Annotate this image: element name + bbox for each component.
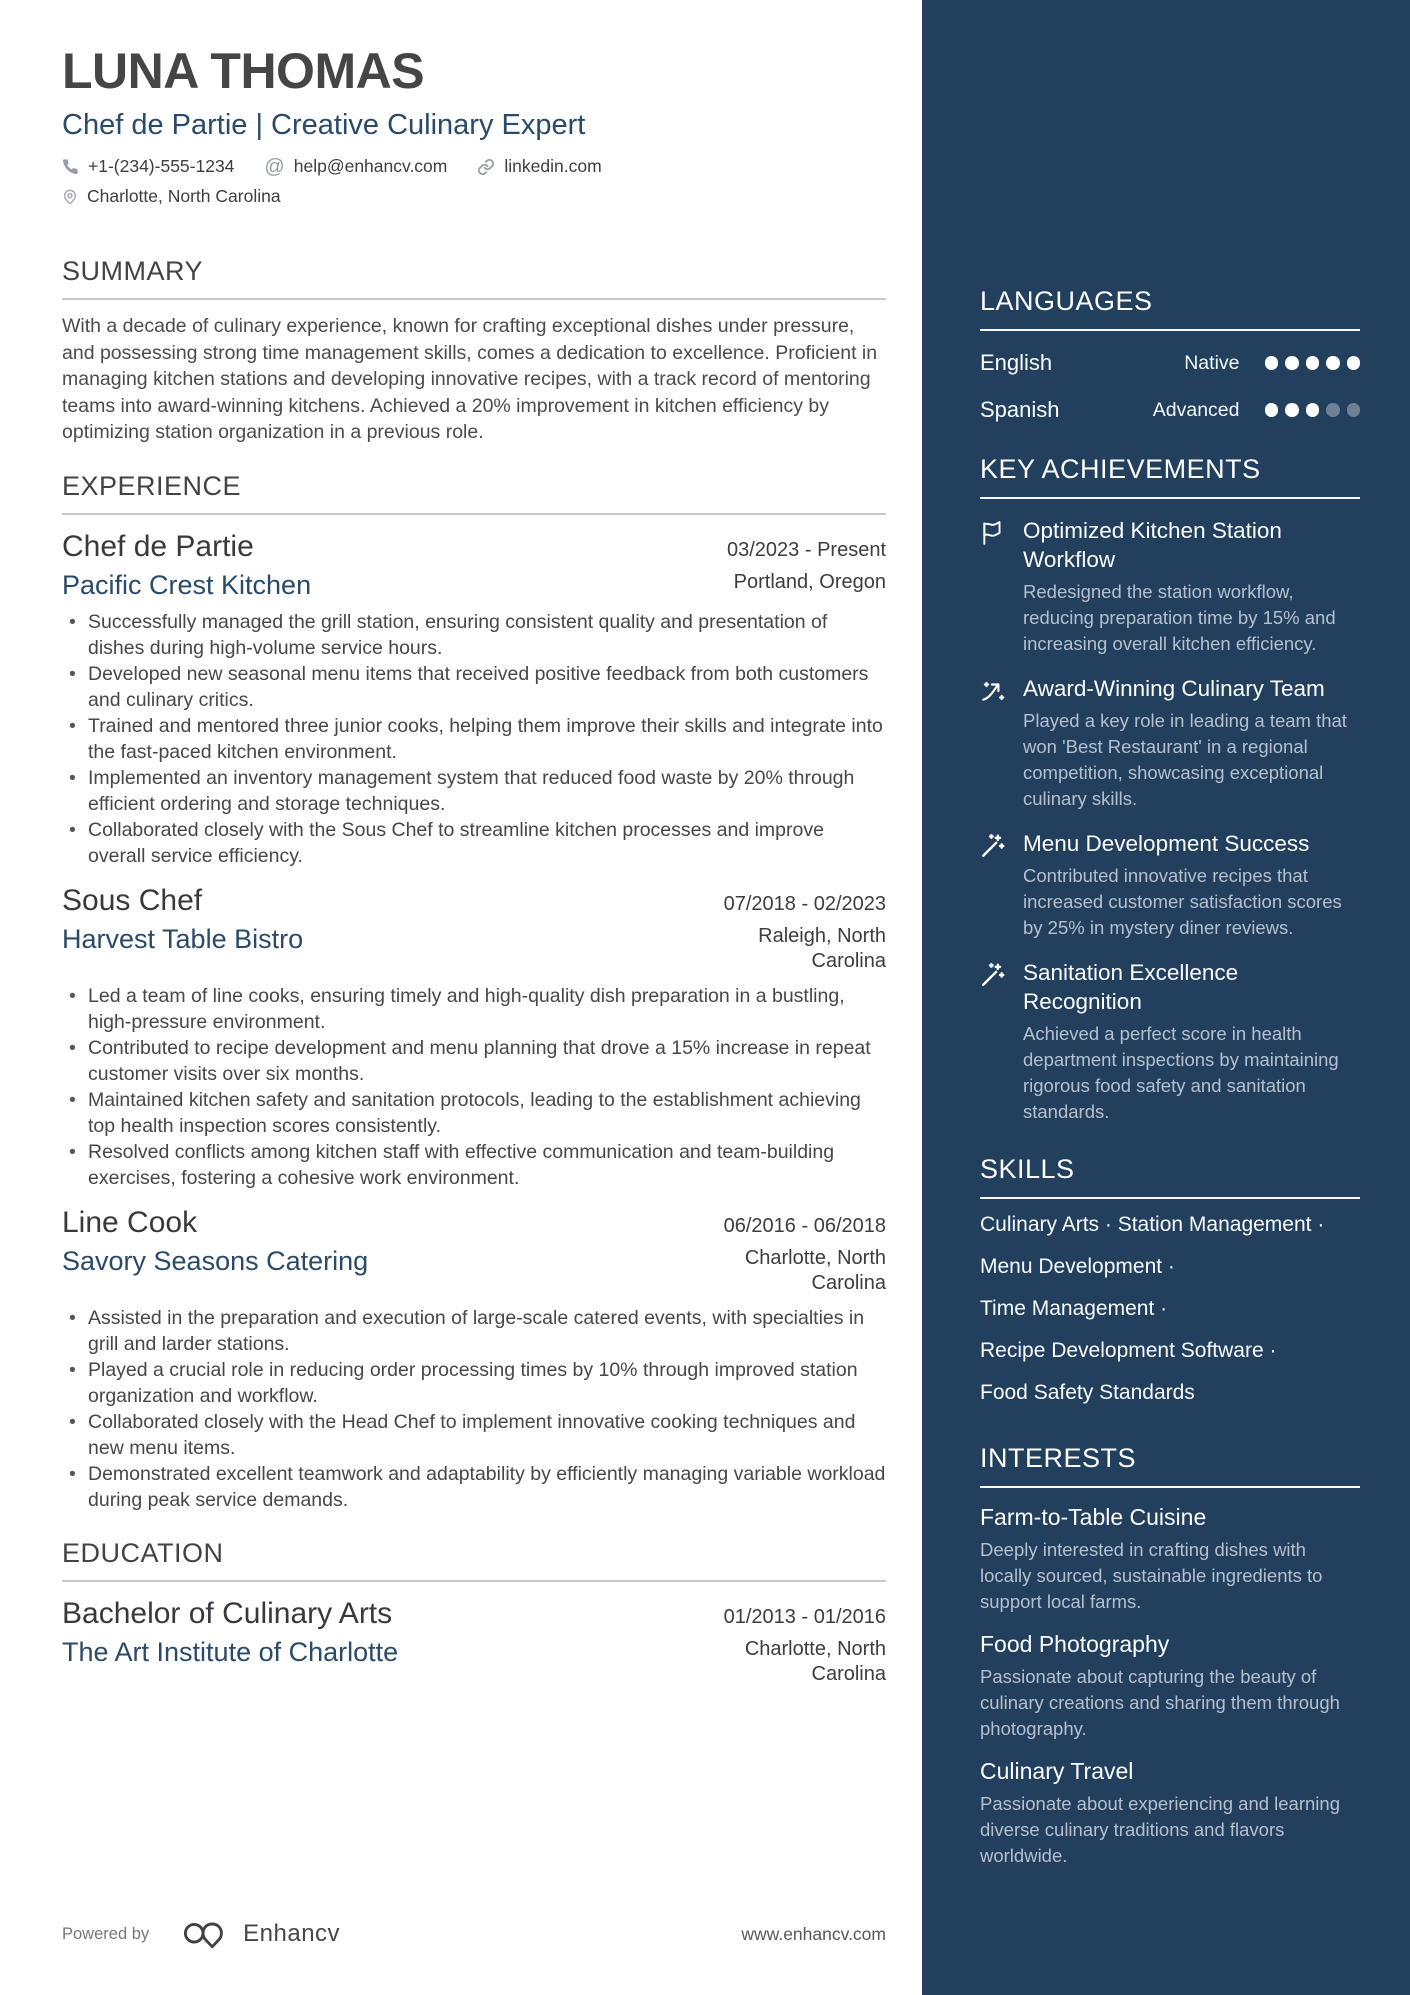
job-location: Raleigh, North Carolina: [758, 924, 886, 972]
achievements-heading: KEY ACHIEVEMENTS: [980, 454, 1261, 484]
summary-section: [62, 257, 886, 446]
job-entry: [62, 884, 886, 1191]
achievement-item: [980, 829, 1360, 941]
email-contact[interactable]: [264, 156, 447, 177]
candidate-headline: Chef de Partie | Creative Culinary Expert: [62, 109, 586, 141]
job-bullet: • Played a crucial role in reducing order processing times by 10% through improved station organization and workflow.: [62, 1357, 886, 1409]
interest-title: Food Photography: [980, 1631, 1170, 1657]
interest-description: Passionate about capturing the beauty of culinary creations and sharing them through photography.: [980, 1666, 1340, 1739]
job-bullet: • Collaborated closely with the Sous Chef to streamline kitchen processes and improve overall service efficiency.: [62, 817, 886, 869]
school-name: The Art Institute of Charlotte: [62, 1636, 399, 1667]
section-divider: [980, 1486, 1360, 1488]
job-bullet: • Developed new seasonal menu items that received positive feedback from both customers and culinary critics.: [62, 661, 886, 713]
skills-section: [980, 1155, 1360, 1414]
candidate-name: LUNA THOMAS: [62, 43, 425, 99]
phone-contact: [62, 156, 234, 177]
job-bullet-list: [62, 983, 886, 1191]
job-location: Portland, Oregon: [733, 570, 886, 593]
job-bullet: • Maintained kitchen safety and sanitation protocols, leading to the establishment achieving top health inspection scores consistently.: [62, 1087, 886, 1139]
location-text: Charlotte, North Carolina: [87, 186, 281, 206]
skill-line: Menu Development ·: [980, 1255, 1175, 1278]
link-url[interactable]: linkedin.com: [504, 156, 602, 176]
interest-title: Culinary Travel: [980, 1758, 1134, 1784]
section-divider: [980, 497, 1360, 499]
section-divider: [62, 1580, 886, 1582]
magic-wand-icon: [980, 958, 1007, 1125]
location-row: [62, 186, 886, 207]
achievement-description: Played a key role in leading a team that won 'Best Restaurant' in a regional competition, showcasing exceptional culinary skills.: [1023, 710, 1347, 809]
skills-list: [980, 1204, 1360, 1414]
job-entry: [62, 530, 886, 869]
achievement-description: Contributed innovative recipes that increased customer satisfaction scores by 25% in mystery diner reviews.: [1023, 865, 1342, 938]
language-level: Native: [1184, 351, 1240, 374]
enhancv-logo[interactable]: [181, 1918, 340, 1950]
page-footer: [62, 1918, 886, 1950]
experience-section: [62, 472, 886, 1513]
job-title: Line Cook: [62, 1205, 198, 1239]
job-bullet: • Collaborated closely with the Head Chef to implement innovative cooking techniques and new menu items.: [62, 1409, 886, 1461]
enhancv-wordmark: Enhancv: [243, 1920, 341, 1947]
job-bullet: • Implemented an inventory management system that reduced food waste by 20% through efficient ordering and storage techniques.: [62, 765, 886, 817]
job-bullet: • Led a team of line cooks, ensuring timely and high-quality dish preparation in a bustling, high-pressure environment.: [62, 983, 886, 1035]
footer-url[interactable]: www.enhancv.com: [741, 1923, 886, 1944]
job-date: 06/2016 - 06/2018: [723, 1214, 886, 1237]
skills-heading: SKILLS: [980, 1154, 1075, 1184]
location-pin-icon: [62, 188, 78, 206]
magic-wand-icon: [980, 829, 1007, 941]
achievement-description: Redesigned the station workflow, reducing preparation time by 15% and increasing overall kitchen efficiency.: [1023, 581, 1336, 654]
job-bullet: • Successfully managed the grill station, ensuring consistent quality and presentation of dishes during high-volume service hours.: [62, 609, 886, 661]
education-heading: EDUCATION: [62, 1537, 224, 1568]
interests-section: [980, 1444, 1360, 1869]
interest-description: Passionate about experiencing and learning diverse culinary traditions and flavors worldwide.: [980, 1793, 1340, 1866]
achievement-title: Award-Winning Culinary Team: [1023, 676, 1325, 701]
language-name: English: [980, 350, 1053, 375]
interests-heading: INTERESTS: [980, 1443, 1137, 1473]
email-address[interactable]: help@enhancv.com: [293, 156, 448, 176]
section-divider: [980, 1197, 1360, 1199]
job-bullet-list: [62, 609, 886, 869]
proficiency-dots: [1265, 356, 1361, 370]
school-location: Charlotte, North Carolina: [744, 1637, 886, 1685]
language-row: [980, 348, 1360, 378]
job-bullet: • Resolved conflicts among kitchen staff with effective communication and team-building exercises, fostering a cohesive work environment.: [62, 1139, 886, 1191]
job-date: 03/2023 - Present: [727, 538, 886, 561]
languages-section: [980, 30, 1360, 425]
summary-heading: SUMMARY: [62, 256, 204, 286]
link-icon: [477, 158, 495, 176]
skill-line: Food Safety Standards: [980, 1381, 1195, 1404]
job-company: Pacific Crest Kitchen: [62, 569, 312, 600]
section-divider: [62, 298, 886, 300]
job-bullet: • Demonstrated excellent teamwork and adaptability by efficiently managing variable workload during peak service demands.: [62, 1461, 886, 1513]
interest-description: Deeply interested in crafting dishes with locally sourced, sustainable ingredients to support local farms.: [980, 1539, 1323, 1612]
job-bullet: • Trained and mentored three junior cooks, helping them improve their skills and integrate into the fast-paced kitchen environment.: [62, 713, 886, 765]
achievement-title: Sanitation Excellence Recognition: [1023, 960, 1239, 1014]
job-entry: [62, 1206, 886, 1513]
languages-heading: LANGUAGES: [980, 286, 1153, 316]
education-entry: [62, 1597, 886, 1687]
job-location: Charlotte, North Carolina: [744, 1246, 886, 1294]
location-contact: [62, 186, 281, 207]
skill-line: Recipe Development Software ·: [980, 1339, 1277, 1362]
contact-row: [62, 156, 886, 177]
achievement-description: Achieved a perfect score in health department inspections by maintaining rigorous food safety and sanitation standards.: [1023, 1023, 1339, 1122]
education-section: [62, 1539, 886, 1687]
interest-item: [980, 1630, 1360, 1742]
section-divider: [62, 513, 886, 515]
achievement-item: [980, 516, 1360, 657]
link-contact[interactable]: [477, 156, 601, 177]
achievements-section: [980, 455, 1360, 1125]
education-date: 01/2013 - 01/2016: [723, 1605, 886, 1628]
at-sign-icon: @: [264, 155, 285, 178]
interest-item: [980, 1503, 1360, 1615]
achievement-title: Optimized Kitchen Station Workflow: [1023, 518, 1282, 572]
job-company: Harvest Table Bistro: [62, 923, 304, 954]
flag-icon: [980, 516, 1007, 657]
proficiency-dots: [1265, 403, 1361, 417]
interest-item: [980, 1757, 1360, 1869]
job-company: Savory Seasons Catering: [62, 1245, 369, 1276]
experience-heading: EXPERIENCE: [62, 470, 242, 501]
degree-title: Bachelor of Culinary Arts: [62, 1596, 393, 1630]
job-date: 07/2018 - 02/2023: [723, 892, 886, 915]
achievement-item: [980, 674, 1360, 812]
job-bullet: • Assisted in the preparation and execution of large-scale catered events, with specialties in grill and larder stations.: [62, 1305, 886, 1357]
trend-arrow-icon: [980, 674, 1007, 812]
job-bullet-list: [62, 1305, 886, 1513]
phone-icon: [62, 158, 79, 175]
job-title: Chef de Partie: [62, 529, 254, 563]
interest-title: Farm-to-Table Cuisine: [980, 1504, 1207, 1530]
phone-number: +1-(234)-555-1234: [88, 156, 235, 176]
powered-by-label: Powered by: [62, 1924, 150, 1943]
section-divider: [980, 329, 1360, 331]
achievement-item: [980, 958, 1360, 1125]
language-row: [980, 395, 1360, 425]
language-level: Advanced: [1152, 398, 1240, 421]
job-bullet: • Contributed to recipe development and menu planning that drove a 15% increase in repeat customer visits over six months.: [62, 1035, 886, 1087]
achievement-title: Menu Development Success: [1023, 831, 1310, 856]
skill-line: Time Management ·: [980, 1297, 1168, 1320]
job-title: Sous Chef: [62, 883, 203, 917]
language-name: Spanish: [980, 397, 1060, 422]
skill-line: Culinary Arts · Station Management ·: [980, 1213, 1325, 1236]
sidebar: [922, 0, 1410, 1995]
summary-text: With a decade of culinary experience, known for crafting exceptional dishes under pressure, and possessing strong time management skills, comes a dedication to excellence. Proficient in managing kitchen stations and developing innovative recipes, with a track record of mentoring teams into award-winning kitchens. Achieved a 20% improvement in kitchen efficiency by optimizing station organization in a previous role.: [62, 315, 878, 443]
